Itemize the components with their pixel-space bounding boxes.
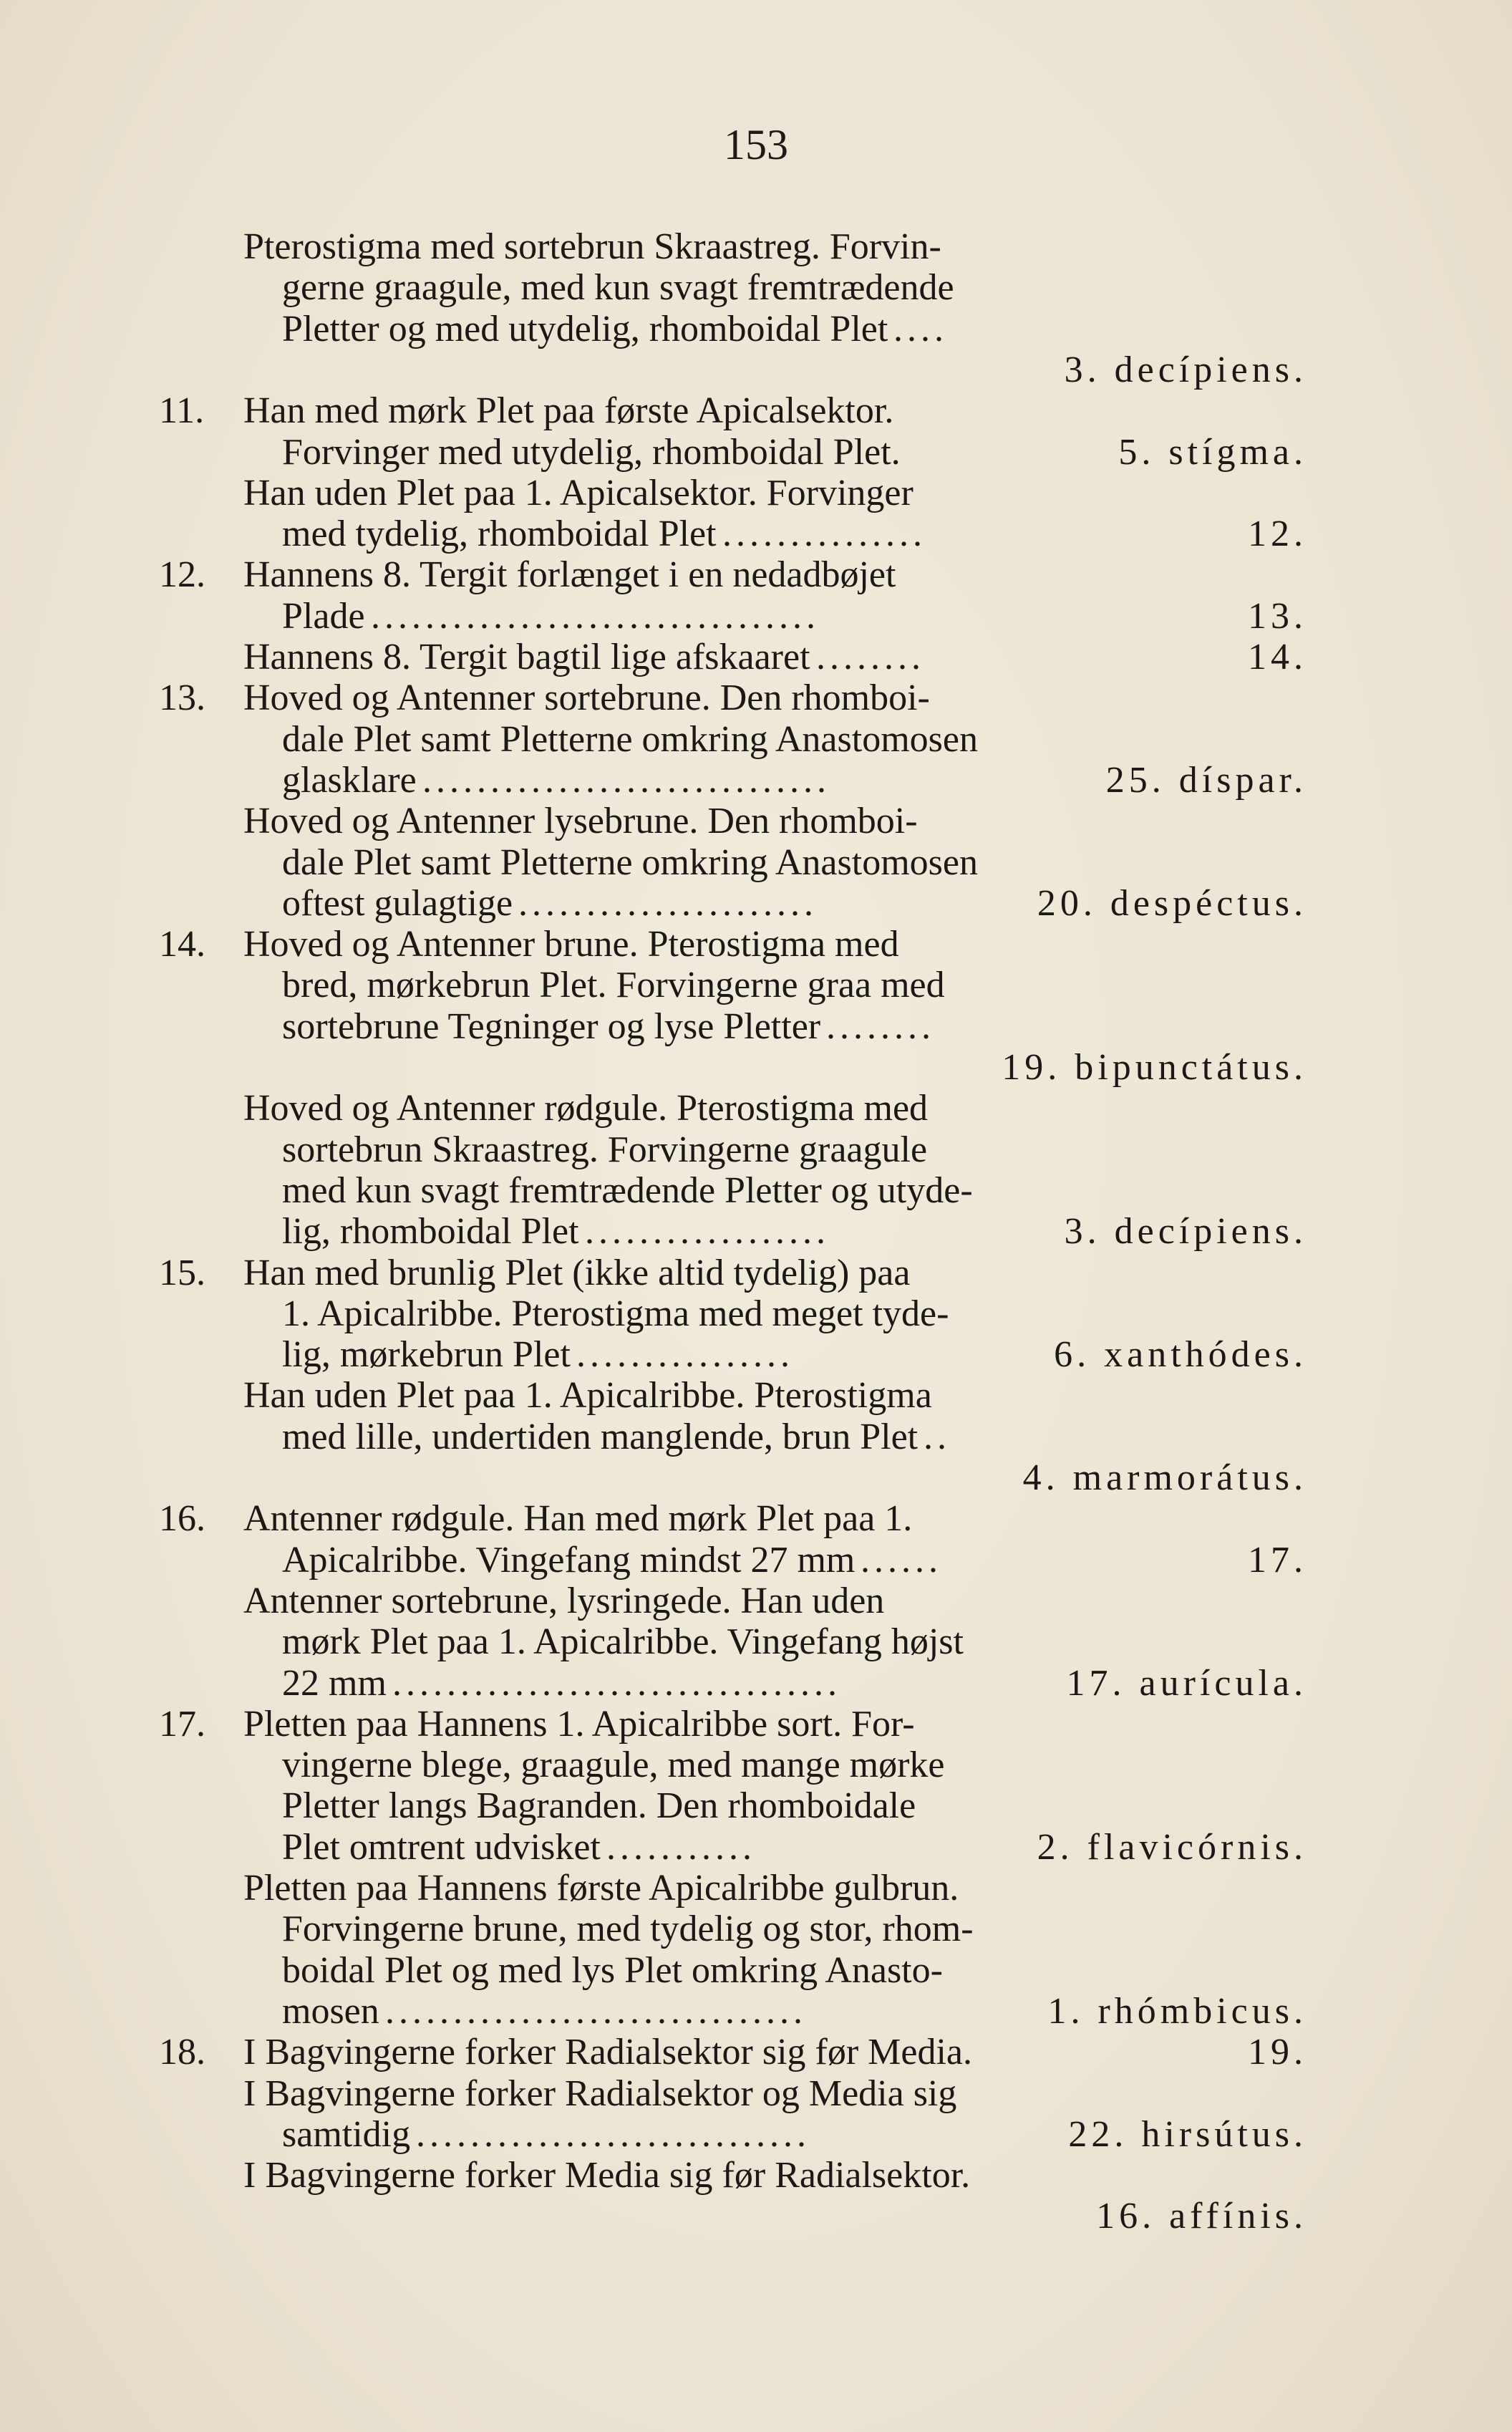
key-line	[0, 842, 1307, 884]
species-reference: 17.	[1248, 1539, 1307, 1581]
key-line	[0, 1663, 1307, 1704]
key-line-text: Pletter langs Bagranden. Den rhomboidale	[282, 1785, 916, 1827]
leader-dots: ........	[816, 637, 925, 677]
couplet-number: 15.	[159, 1252, 205, 1293]
key-line	[0, 596, 1307, 637]
key-line	[0, 2114, 1307, 2156]
key-line	[0, 1498, 1307, 1540]
key-line	[0, 1006, 1307, 1048]
key-line	[0, 1540, 1307, 1581]
key-line-text: Hoved og Antenner brune. Pterostigma med	[243, 924, 899, 965]
key-line-text: boidal Plet og med lys Plet omkring Anasto-	[282, 1949, 943, 1991]
species-reference: 6. xanthódes.	[1054, 1334, 1307, 1376]
key-line	[0, 1417, 1307, 1458]
key-line-text: mosen	[282, 1990, 379, 2032]
species-reference: 19.	[1248, 2032, 1307, 2073]
key-line-text: 1. Apicalribbe. Pterostigma med meget tyde-	[282, 1293, 949, 1334]
species-reference: 4. marmorátus.	[1022, 1457, 1307, 1498]
key-line	[0, 432, 1307, 473]
key-line-text: Apicalribbe. Vingefang mindst 27 mm	[282, 1539, 856, 1581]
species-reference: 2. flavicórnis.	[1037, 1826, 1307, 1868]
leader-dots: ................	[576, 1334, 794, 1376]
key-line-text: samtidig	[282, 2113, 411, 2155]
leader-dots: ......................	[518, 882, 818, 924]
key-line-text: oftest gulagtige	[282, 882, 513, 924]
species-reference: 13.	[1248, 595, 1307, 637]
couplet-number: 14.	[159, 924, 205, 965]
key-line	[0, 1253, 1307, 1294]
key-line-text: dale Plet samt Pletterne omkring Anastomosen	[282, 841, 978, 883]
key-line-text: I Bagvingerne forker Radialsektor sig før Media.	[243, 2032, 973, 2073]
key-line	[0, 1704, 1307, 1745]
key-line-text: lig, rhomboidal Plet	[282, 1211, 579, 1253]
key-line	[0, 1827, 1307, 1868]
page-number: 153	[724, 121, 788, 168]
key-line-text: lig, mørkebrun Plet	[282, 1334, 571, 1376]
key-line-text: I Bagvingerne forker Radialsektor og Media sig	[243, 2072, 957, 2114]
key-line-text: Antenner rødgule. Han med mørk Plet paa 1.	[243, 1498, 913, 1540]
key-line	[0, 309, 1307, 350]
key-line	[0, 1211, 1307, 1253]
key-line-text: Han med brunlig Plet (ikke altid tydelig) paa	[243, 1252, 911, 1293]
key-line	[0, 1909, 1307, 1950]
key-line-text: Han med mørk Plet paa første Apicalsektor.	[243, 390, 894, 432]
leader-dots: ..	[924, 1416, 951, 1457]
key-line	[0, 637, 1307, 678]
species-reference: 20. despéctus.	[1037, 882, 1307, 924]
leader-dots: .............................	[416, 2113, 810, 2155]
key-line	[0, 513, 1307, 555]
species-reference: 12.	[1248, 513, 1307, 555]
key-line-text: Pletten paa Hannens 1. Apicalribbe sort. For-	[243, 1703, 915, 1745]
key-line	[0, 1581, 1307, 1622]
key-line-text: mørk Plet paa 1. Apicalribbe. Vingefang højst	[282, 1621, 964, 1663]
key-line-text: Plet omtrent udvisket	[282, 1826, 601, 1868]
species-reference: 19. bipunctátus.	[1002, 1047, 1307, 1088]
leader-dots: .................................	[392, 1662, 841, 1704]
couplet-number: 11.	[159, 390, 205, 432]
leader-dots: ...............................	[385, 1990, 807, 2032]
key-line-text: dale Plet samt Pletterne omkring Anastomosen	[282, 718, 978, 760]
key-line-text: Pterostigma med sortebrun Skraastreg. Forvin-	[243, 226, 941, 267]
key-line-text: med kun svagt fremtrædende Pletter og utyde-	[282, 1169, 973, 1211]
key-line-text: sortebrun Skraastreg. Forvingerne graagule	[282, 1129, 928, 1170]
key-line-text: glasklare	[282, 759, 417, 801]
key-line	[0, 1621, 1307, 1663]
key-line-text: sortebrune Tegninger og lyse Pletter	[282, 1005, 821, 1047]
key-line	[0, 1129, 1307, 1171]
key-line-text: Hoved og Antenner lysebrune. Den rhomboi-	[243, 801, 918, 842]
species-reference: 5. stígma.	[1118, 431, 1307, 473]
key-line	[0, 1047, 1307, 1089]
key-line-text: Forvinger med utydelig, rhomboidal Plet.	[282, 431, 901, 473]
couplet-number: 12.	[159, 554, 205, 596]
key-line	[0, 349, 1307, 391]
species-reference: 25. díspar.	[1105, 759, 1307, 801]
key-line	[0, 1785, 1307, 1827]
species-reference: 1. rhómbicus.	[1047, 1990, 1307, 2032]
key-line-text: Hoved og Antenner sortebrune. Den rhomboi-	[243, 677, 930, 719]
key-line-text: 22 mm	[282, 1662, 387, 1704]
leader-dots: ....	[893, 308, 948, 349]
species-reference: 16. affínis.	[1096, 2196, 1307, 2237]
species-reference: 17. aurícula.	[1066, 1662, 1307, 1704]
leader-dots: ...............	[722, 513, 926, 555]
key-line	[0, 760, 1307, 801]
key-line	[0, 801, 1307, 842]
key-line-text: gerne graagule, med kun svagt fremtrædende	[282, 267, 954, 309]
key-line	[0, 1088, 1307, 1129]
key-line	[0, 965, 1307, 1006]
couplet-number: 17.	[159, 1703, 205, 1745]
species-reference: 14.	[1248, 637, 1307, 677]
key-line-text: Hannens 8. Tergit forlænget i en nedadbøjet	[243, 554, 896, 596]
key-line-text: Han uden Plet paa 1. Apicalribbe. Pterostigma	[243, 1375, 932, 1417]
leader-dots: ........	[826, 1005, 935, 1047]
key-line-text: I Bagvingerne forker Media sig før Radialsektor.	[243, 2155, 971, 2196]
key-line	[0, 1457, 1307, 1499]
leader-dots: ..................	[585, 1211, 830, 1253]
key-line-text: med tydelig, rhomboidal Plet	[282, 513, 717, 555]
key-line	[0, 1950, 1307, 1992]
key-line-text: bred, mørkebrun Plet. Forvingerne graa med	[282, 965, 945, 1006]
key-line-text: Pletten paa Hannens første Apicalribbe gulbrun.	[243, 1868, 959, 1909]
key-line	[0, 677, 1307, 719]
key-line	[0, 924, 1307, 965]
key-line-text: med lille, undertiden manglende, brun Plet	[282, 1416, 919, 1457]
couplet-number: 16.	[159, 1498, 205, 1540]
key-line-text: Hannens 8. Tergit bagtil lige afskaaret	[243, 637, 810, 677]
key-line-text: Han uden Plet paa 1. Apicalsektor. Forvinger	[243, 472, 914, 513]
key-line	[0, 883, 1307, 925]
key-line	[0, 1868, 1307, 1909]
key-line	[0, 2196, 1307, 2237]
leader-dots: ...........	[606, 1826, 756, 1868]
key-line	[0, 1334, 1307, 1376]
key-line	[0, 1991, 1307, 2032]
couplet-number: 13.	[159, 677, 205, 719]
key-line	[0, 390, 1307, 432]
key-line	[0, 1170, 1307, 1212]
key-line	[0, 2155, 1307, 2196]
key-line	[0, 1293, 1307, 1335]
species-reference: 3. decípiens.	[1064, 1211, 1307, 1253]
key-line-text: vingerne blege, graagule, med mange mørke	[282, 1745, 945, 1786]
species-reference: 3. decípiens.	[1064, 349, 1307, 390]
key-line	[0, 1375, 1307, 1417]
leader-dots: ..............................	[422, 759, 830, 801]
key-line	[0, 226, 1307, 268]
key-line-text: Hoved og Antenner rødgule. Pterostigma med	[243, 1088, 929, 1129]
key-line	[0, 267, 1307, 309]
species-reference: 22. hirsútus.	[1068, 2113, 1307, 2155]
key-line-text: Pletter og med utydelig, rhomboidal Plet	[282, 308, 888, 349]
key-line	[0, 2073, 1307, 2115]
key-line	[0, 473, 1307, 514]
leader-dots: .................................	[371, 595, 820, 637]
leader-dots: ......	[861, 1539, 942, 1581]
key-line-text: Forvingerne brune, med tydelig og stor, rhom-	[282, 1909, 974, 1950]
key-line	[0, 1745, 1307, 1786]
key-line	[0, 554, 1307, 596]
key-line-text: Antenner sortebrune, lysringede. Han uden	[243, 1580, 885, 1621]
key-line	[0, 719, 1307, 761]
key-line-text: Plade	[282, 595, 365, 637]
couplet-number: 18.	[159, 2032, 205, 2073]
key-line	[0, 2032, 1307, 2073]
